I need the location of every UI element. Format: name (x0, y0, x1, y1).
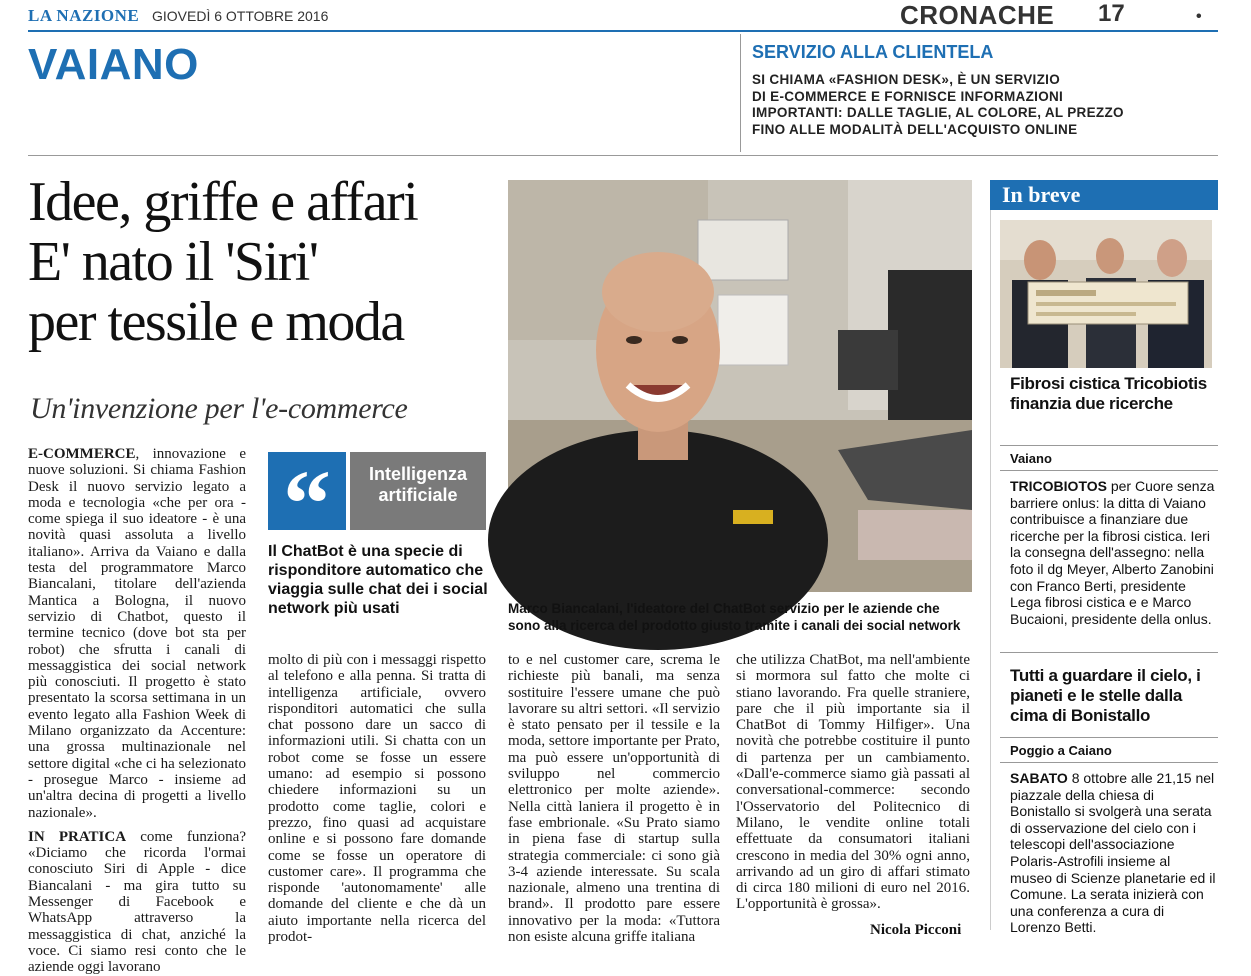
service-box-text (752, 72, 1212, 138)
brief-place: Vaiano (1010, 451, 1052, 466)
column-text: come funziona? «Diciamo che ricorda l'ormai conosciuto Siri di Apple - dice Biancalani - ma gira tutto su Messenger di Facebook e WhatsApp attraverso la messaggistica di chat, anziché la voce. Ci siamo resi conto che le aziende oggi lavorano (28, 828, 246, 976)
brief-lead: SABATO (1010, 770, 1068, 786)
sidebar-title: In breve (990, 180, 1218, 210)
service-box-title: SERVIZIO ALLA CLIENTELA (752, 42, 994, 62)
check-presentation-image (1000, 220, 1212, 368)
brief-body: 8 ottobre alle 21,15 nel piazzale della chiesa di Bonistallo si svolgerà una serata di osservazione del cielo con i telescopi dell'associazione Polaris-Astrofili insieme al museo di Scienze planetarie ed il Comune. La serata inizierà con una conferenza a cura di Lorenzo Betti. (1010, 770, 1216, 936)
brief-body: per Cuore senza barriere onlus: la ditta di Vaiano contribuisce a finanziare due ricerche per la fibrosi cistica. Ieri la consegna dell'assegno: nella foto il dg Meyer, Alberto Zanobini con Franco Berti, presidente Lega fibrosi cistica e e Marco Bucaioni, presidente della onlus. (1010, 478, 1215, 627)
brief-rule (1000, 737, 1218, 738)
service-line: DI E-COMMERCE E FORNISCE INFORMAZIONI (752, 88, 1064, 104)
brief-rule (1000, 762, 1218, 763)
article-headline (28, 172, 508, 352)
brief-lead: TRICOBIOTOS (1010, 478, 1107, 494)
service-line: FINO ALLE MODALITÀ DELL'ACQUISTO ONLINE (752, 121, 1078, 137)
brief-headline: Fibrosi cistica Tricobiotis finanzia due ricerche (1010, 374, 1207, 413)
header-divider (740, 34, 741, 152)
article-column-1 (28, 446, 246, 976)
brief-rule (1000, 470, 1218, 471)
headline-line: per tessile e moda (28, 291, 404, 353)
main-photo (508, 180, 972, 592)
location-title: VAIANO (28, 40, 199, 89)
brief-separator (1000, 652, 1218, 653)
page-number: 17 (1098, 0, 1125, 27)
article-subhead: Un'invenzione per l'e-commerce (30, 392, 408, 425)
lead-word: IN PRATICA (28, 828, 127, 845)
article-column-2: molto di più con i messaggi rispetto al telefono e alla penna. Si tratta di intelligenza artificiale, ovvero risponditori automatici che sulla chat possono dare un sacco di informazioni utili. Si chatta con un robot come se fosse un essere umano: ad esempio si possono chiedere informazioni su un prodotto come taglie, colori e prezzo, fino quasi ad acquistare online e si possono fare domande come se fosse un operatore di customer care». Il programma che risponde 'autonomamente' alle domande del cliente e che dà un aiuto importante nella ricerca del prodot- (268, 652, 486, 946)
photo-caption: Marco Biancalani, l'ideatore del ChatBot servizio per le aziende che sono alla ricerca del prodotto giusto tramite i canali dei social network (508, 601, 961, 633)
service-line: SI CHIAMA «FASHION DESK», È UN SERVIZIO (752, 72, 1061, 87)
service-rule (28, 155, 1218, 156)
brief-place: Poggio a Caiano (1010, 743, 1112, 758)
service-line: IMPORTANTI: DALLE TAGLIE, AL COLORE, AL PREZZO (752, 105, 1124, 120)
article-column-3: to e nel customer care, screma le richieste più banali, ma senza sostituire l'essere umane che può lavorare su altri settori. «Il servizio è stato pensato per il tessile e la moda, settore importante per Prato, ma può essere un'opportunità di sviluppo nel commercio elettronico per molte aziende». Nella città laniera il progetto è in fase embrionale. «Su Prato siamo in piena fase di startup sulla strategia commerciale: ci sono già 3-4 aziende interessate. Su scala nazionale, almeno una trentina di brand». Il prodotto pare essere innovativo per la moda: «Tuttora non esiste alcuna griffe italiana (508, 652, 720, 946)
issue-date: GIOVEDÌ 6 OTTOBRE 2016 (152, 8, 329, 24)
quote-label: Intelligenza artificiale (350, 452, 486, 530)
section-name: CRONACHE (900, 0, 1055, 30)
corner-mark: • (1196, 8, 1202, 25)
paper-name: LA NAZIONE (28, 6, 140, 25)
brief-text (1010, 478, 1216, 627)
pull-quote: Il ChatBot è una specie di risponditore automatico che viaggia sulle chat dei i social network più usati (268, 543, 488, 617)
article-column-4: che utilizza ChatBot, ma nell'ambiente si mormora sul fatto che molte ci stiano lavorando. Fra quelle straniere, pare che il più importante sia il ChatBot di Tommy Hilfiger». Una novità che potrebbe costituire il punto di partenza per un cambiamento. «Dall'e-commerce siamo già passati al conversational-commerce: secondo l'Osservatorio del Politecnico di Milano, le vendite online totali effettuate da consumatori italiani crescono in media del 30% ogni anno, arrivando ad un giro di affari stimato di circa 180 milioni di euro nel 2016. L'opportunità è grossa». (736, 652, 970, 913)
headline-line: Idee, griffe e affari (28, 171, 418, 233)
masthead-rule (28, 30, 1218, 32)
brief-rule (1000, 445, 1218, 446)
sidebar-photo (1000, 220, 1212, 368)
column-text: , innovazione e nuove soluzioni. Si chiama Fashion Desk il nuovo servizio legato a moda e tecnologia «che per ora - come spiega il suo ideatore - è una novità quasi assoluta a livello italiano». Arriva da Vaiano e dalla testa del programmatore Marco Biancalani, titolare dell'azienda Mantica a Bologna, il nuovo servizio di Chatbot, questo il termine tecnico (dove bot sta per robot) che sfrutta i canali di messaggistica dei social network più conosciuti. Il progetto è stato presentato la scorsa settimana in un evento legato alla Fashion Week di Milano organizzato da Accenture: una grossa multinazionale nel settore digital «che ci ha selezionato - prosegue Marco - insieme ad un'altra decina di progetti a livello nazionale». (28, 446, 246, 821)
quote-mark-icon: “ (268, 452, 346, 530)
author-signature: Nicola Picconi (870, 922, 962, 938)
headline-line: E' nato il 'Siri' (28, 231, 318, 293)
lead-word: E-COMMERCE (28, 446, 136, 462)
brief-headline: Tutti a guardare il cielo, i pianeti e le stelle dalla cima di Bonistallo (1010, 666, 1201, 725)
photo-portrait-image (508, 180, 972, 592)
brief-text (1010, 770, 1216, 936)
